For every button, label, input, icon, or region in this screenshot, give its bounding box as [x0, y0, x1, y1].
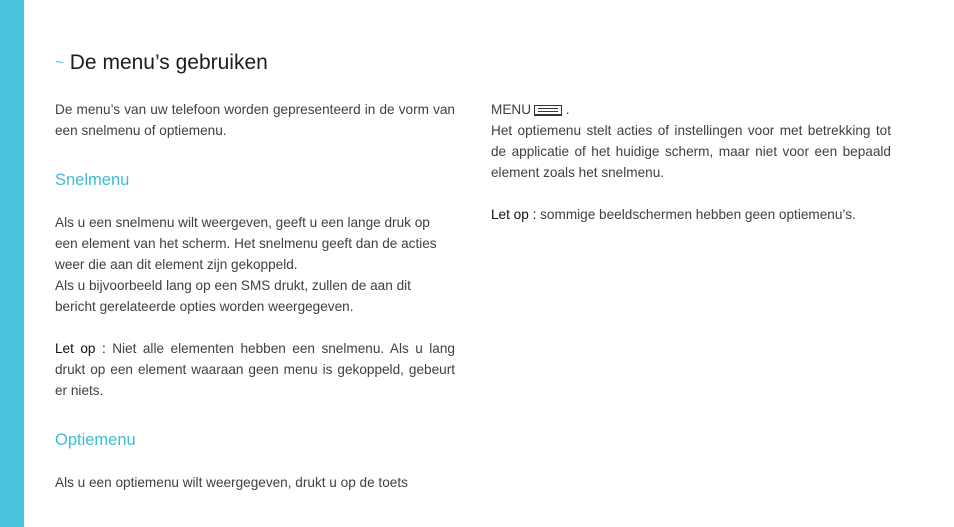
optiemenu-note: [491, 204, 891, 225]
left-column: [55, 99, 455, 493]
title-tilde: ~: [55, 54, 64, 71]
intro-paragraph: De menu’s van uw telefoon worden gepresenteerd in de vorm van een snelmenu of optiemenu.: [55, 102, 455, 138]
menu-key-icon: [534, 105, 562, 116]
note-text: Niet alle elementen hebben een snelmenu. Als u lang drukt op een element waaraan geen menu is gekoppeld, gebeurt er niets.: [55, 341, 455, 398]
snelmenu-paragraph-1: Als u een snelmenu wilt weergeven, geeft u een lange druk op een element van het scherm. Het snelmenu geeft dan de acties weer die aan dit element zijn gekoppeld.: [55, 215, 437, 272]
snelmenu-paragraph-2: Als u bijvoorbeeld lang op een SMS drukt, zullen de aan dit bericht gerelateerde opties worden weergegeven.: [55, 278, 411, 314]
page-title: [55, 51, 268, 75]
sidebar-accent-stripe: [0, 0, 24, 527]
note-label: Let op :: [55, 341, 106, 356]
note-label: Let op :: [491, 207, 537, 222]
menu-key-line: [491, 99, 891, 120]
right-column: [491, 99, 891, 225]
menu-key-suffix: .: [562, 102, 570, 117]
page-title-text: De menu’s gebruiken: [69, 51, 268, 74]
menu-key-label: MENU: [491, 102, 532, 117]
optiemenu-paragraph-2: Het optiemenu stelt acties of instellingen voor met betrekking tot de applicatie of het huidige scherm, maar niet voor een bepaald element zoals het snelmenu.: [491, 123, 891, 180]
snelmenu-note: [55, 338, 455, 401]
optiemenu-paragraph-1: Als u een optiemenu wilt weergegeven, drukt u op de toets: [55, 475, 408, 490]
optiemenu-heading: Optiemenu: [55, 431, 136, 449]
note-text: sommige beeldschermen hebben geen optiemenu’s.: [536, 207, 856, 222]
snelmenu-heading: Snelmenu: [55, 171, 130, 189]
